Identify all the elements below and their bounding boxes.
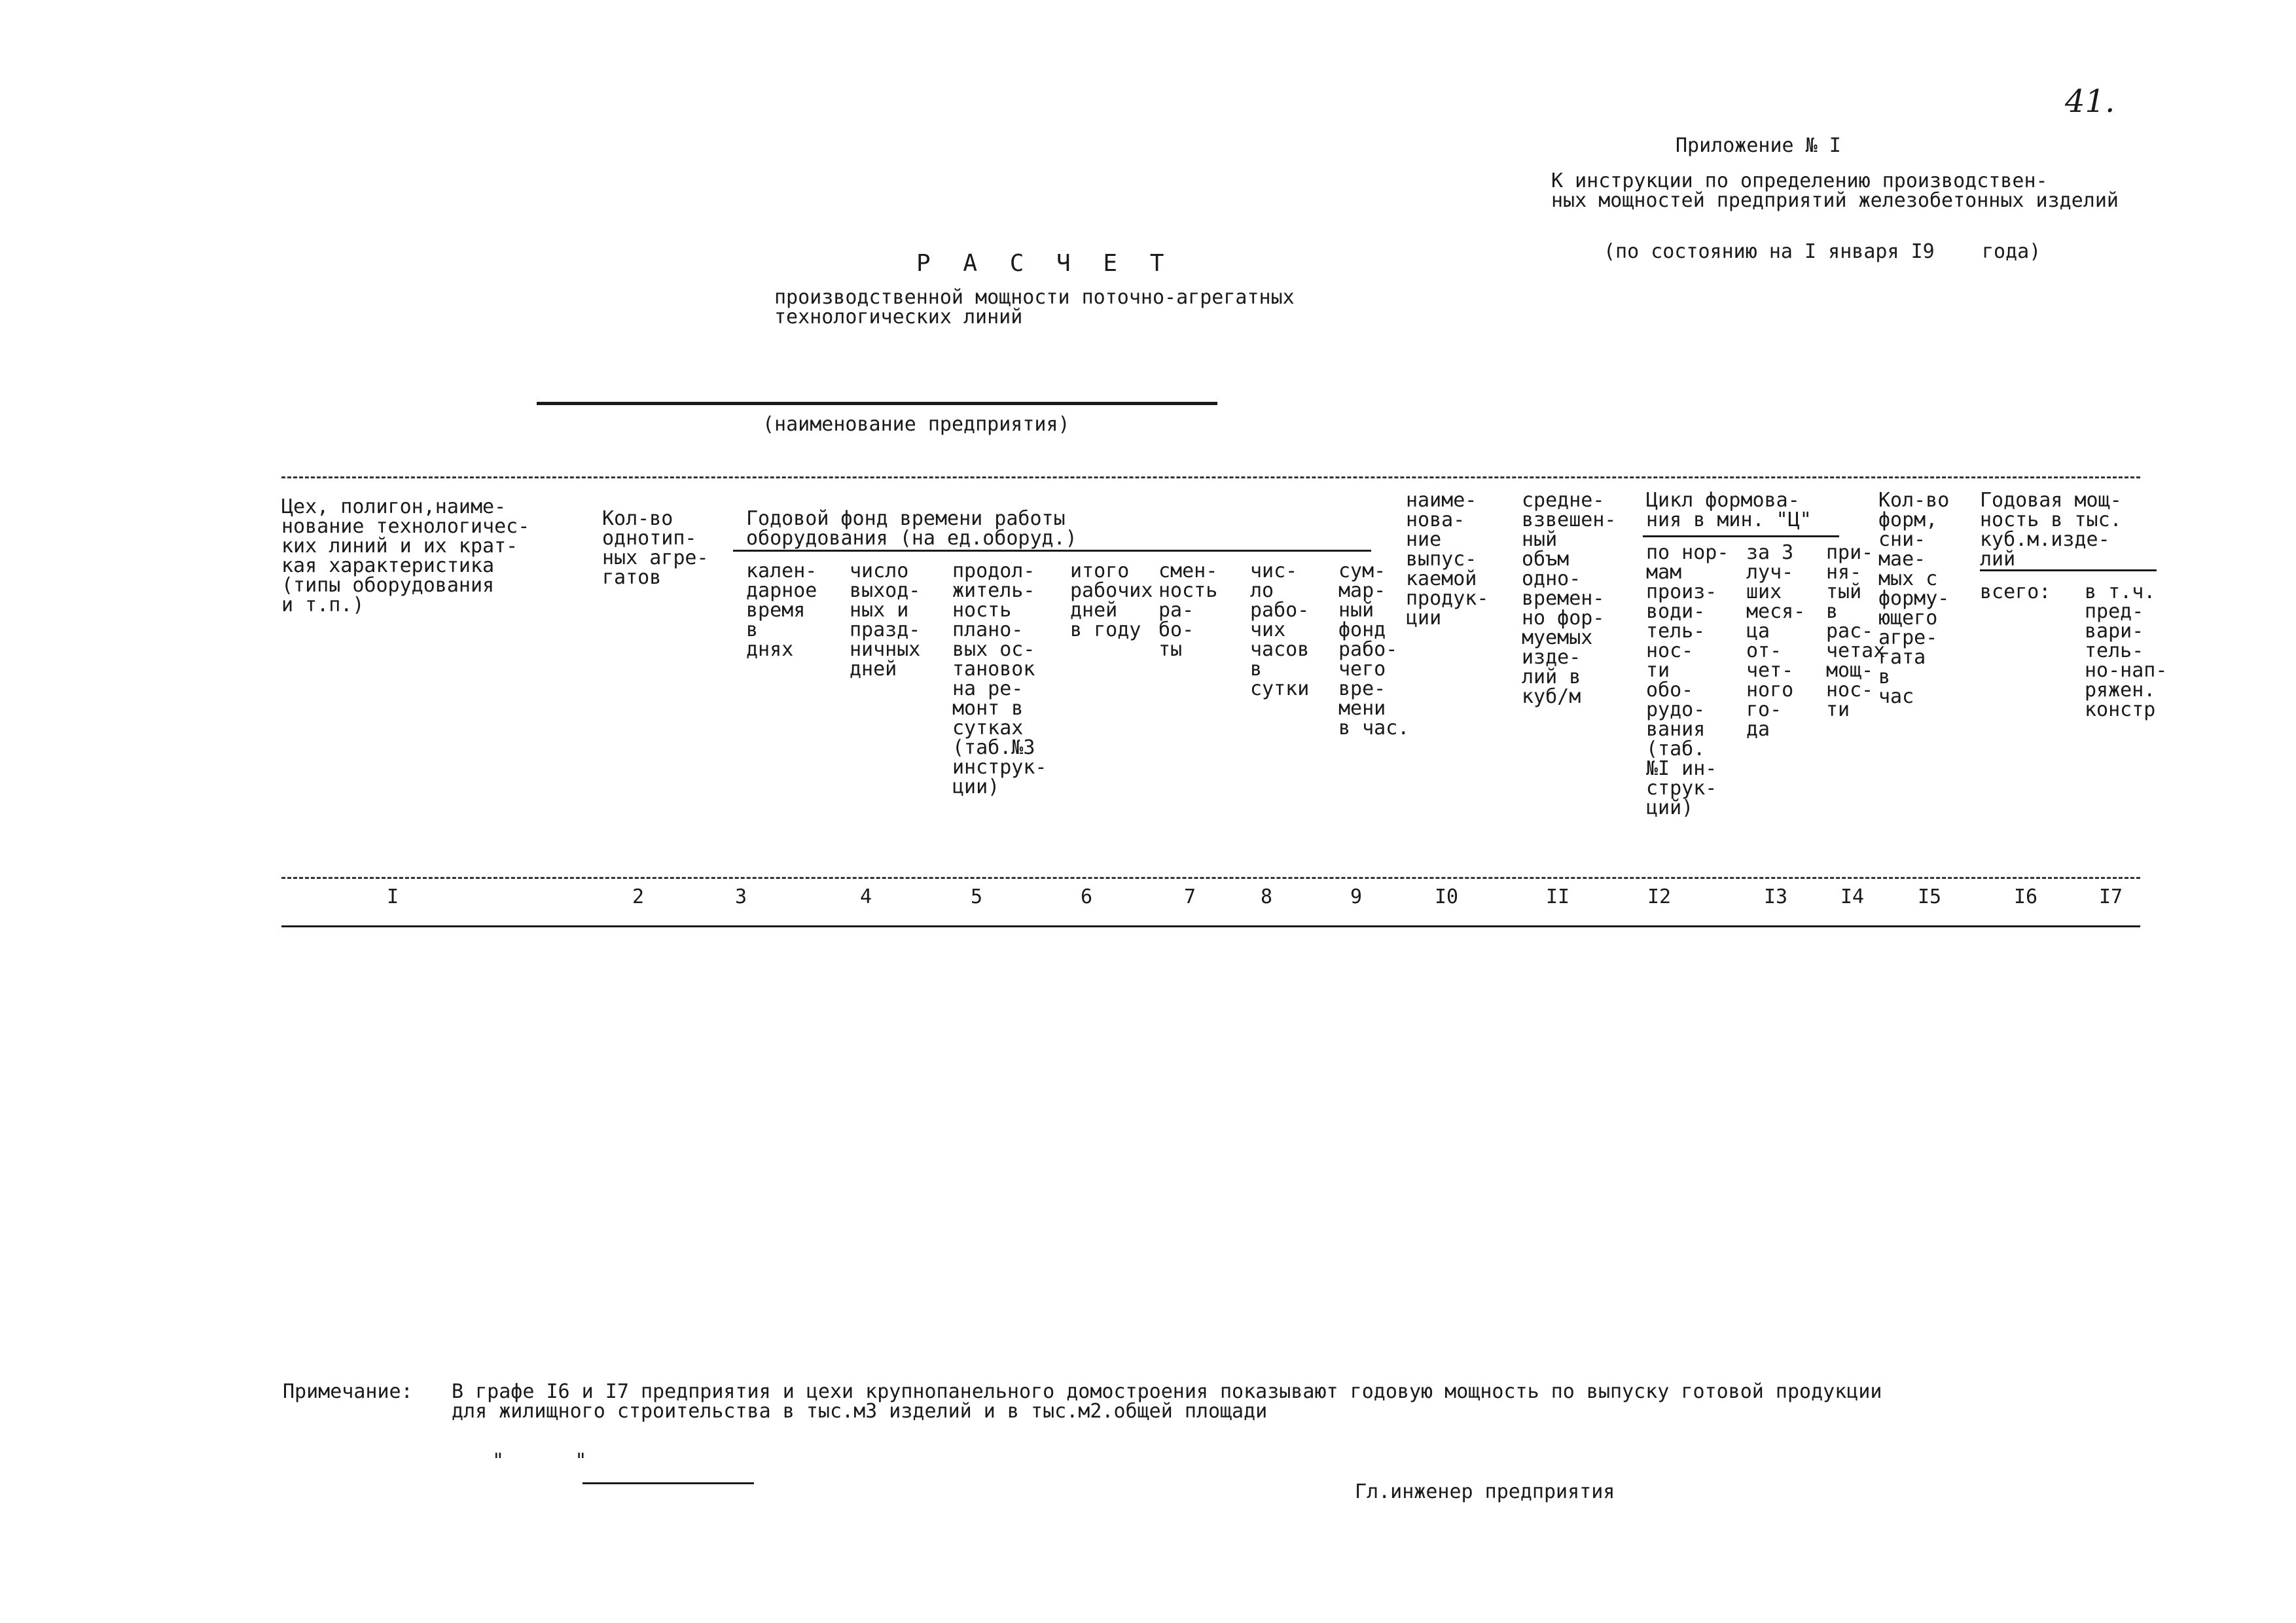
col-header-workshop: Цех, полигон,наиме- нование технологичес- ких линий и их крат- кая характеристика (типы оборудования и т.п.) [281, 495, 530, 616]
header-bottom-rule [281, 877, 2140, 879]
enterprise-caption: (наименование предприятия) [762, 413, 1070, 436]
col-header-prestressed: в т.ч. пред- вари- тель- но-нап- ряжен. констр [2085, 580, 2168, 721]
col-number: I7 [2098, 885, 2123, 908]
col-number: I6 [2013, 885, 2038, 908]
col-header-calendar: кален- дарное время в днях [746, 560, 817, 661]
note-label: Примечание: [283, 1380, 413, 1403]
signature-label: Гл.инженер предприятия [1355, 1480, 1615, 1503]
page-subtitle: производственной мощности поточно-агрегатных технологических линий [774, 286, 1295, 329]
col-number: 2 [632, 885, 645, 908]
col-header-work-days: итого рабочих дней в году [1070, 560, 1153, 641]
col-header-cycle-accepted: при- ня- тый в рас- четах мощ- нос- ти [1826, 541, 1886, 721]
status-date: (по состоянию на I января I9 года) [1604, 240, 2041, 263]
col-header-cycle-norm: по нор- мам произ- води- тель- нос- ти обо- рудо- вания (таб. №I ин- струк- ций) [1646, 541, 1729, 819]
col-header-product-name: наиме- нова- ние выпус- каемой продук- ции [1406, 489, 1489, 630]
note-text: В графе I6 и I7 предприятия и цехи крупнопанельного домостроения показывают годовую мощность по выпуску готовой продукции для жилищного строительства в тыс.м3 изделий и в тыс.м2.общей площади [452, 1380, 1882, 1423]
group-header-annual: Годовая мощ- ность в тыс. куб.м.изде- лий [1980, 489, 2122, 571]
col-number: I2 [1647, 885, 1672, 908]
table-top-rule [281, 476, 2140, 478]
col-header-holidays: число выход- ных и празд- ничных дней [850, 560, 921, 681]
col-header-weighted-volume: средне- взвешен- ный объм одно- времен- но фор- муемых изде- лий в куб/м [1522, 489, 1617, 708]
col-number: I4 [1840, 885, 1865, 908]
date-quotes: " " [492, 1450, 587, 1472]
enterprise-name-line [537, 402, 1217, 405]
col-header-units: Кол-во однотип- ных агре- гатов [602, 507, 709, 589]
col-header-forms: Кол-во форм, сни- мае- мых с форму- ющего агре- гата в час [1878, 489, 1950, 708]
col-number: 7 [1183, 885, 1196, 908]
col-number: 5 [970, 885, 983, 908]
group-header-time-fund: Годовой фонд времени работы оборудования (на ед.оборуд.) [746, 507, 1077, 550]
table-bottom-rule [281, 925, 2140, 927]
cycle-group-rule [1643, 535, 1839, 537]
col-number: I [386, 885, 399, 908]
date-line [583, 1482, 754, 1484]
instruction-reference: К инструкции по определению производствен- ных мощностей предприятий железобетонных изделий [1551, 169, 2119, 212]
col-number: 6 [1080, 885, 1093, 908]
col-number: I3 [1763, 885, 1788, 908]
col-number: II [1545, 885, 1570, 908]
appendix-label: Приложение № I [1676, 134, 1841, 157]
col-header-hours: чис- ло рабо- чих часов в сутки [1250, 560, 1310, 700]
col-number: 3 [734, 885, 747, 908]
col-header-repair: продол- житель- ность плано- вых ос- тановок на ре- монт в сутках (таб.№3 инструк- ции) [952, 560, 1047, 798]
col-number: I5 [1917, 885, 1942, 908]
col-header-total-fund: сум- мар- ный фонд рабо- чего вре- мени в час. [1338, 560, 1410, 740]
col-number: 9 [1350, 885, 1363, 908]
col-number: 4 [859, 885, 872, 908]
col-number: I0 [1434, 885, 1459, 908]
page-title: Р А С Ч Е Т [916, 250, 1174, 277]
col-number: 8 [1260, 885, 1273, 908]
col-header-shifts: смен- ность ра- бо- ты [1158, 560, 1218, 661]
fund-group-rule [733, 550, 1371, 552]
page-number: 41. [2065, 83, 2115, 120]
col-header-total: всего: [1980, 580, 2051, 603]
group-header-cycle: Цикл формова- ния в мин. "Ц" [1646, 489, 1812, 531]
col-header-cycle-best: за 3 луч- ших меся- ца от- чет- ного го- да [1746, 541, 1806, 741]
